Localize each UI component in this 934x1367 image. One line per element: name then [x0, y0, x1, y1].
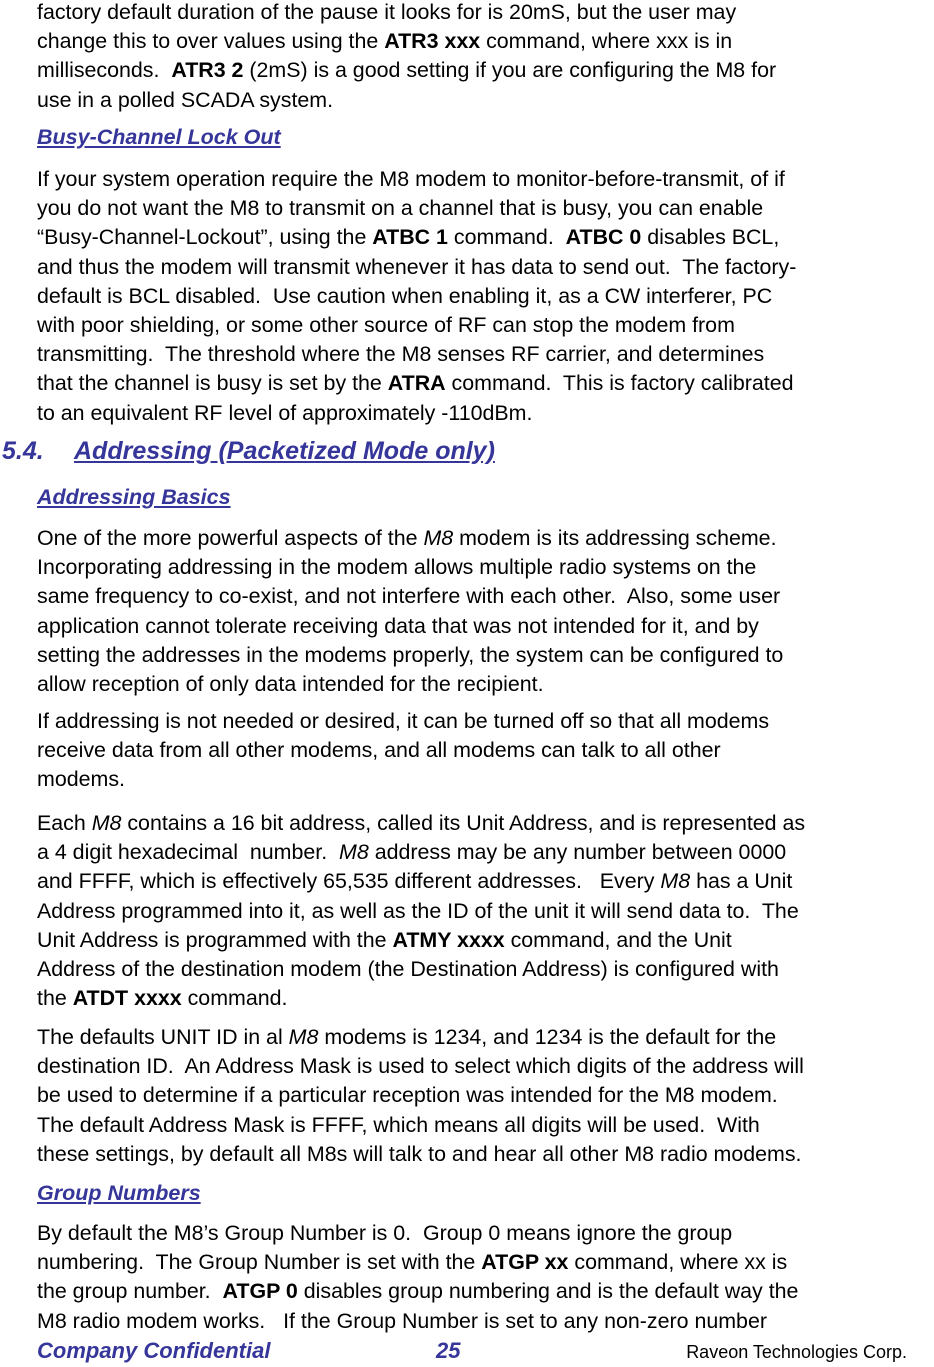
- command-atr3-2: ATR3 2: [171, 58, 244, 83]
- footer-page-number: 25: [436, 1338, 461, 1363]
- heading-busy-channel: Busy-Channel Lock Out: [37, 125, 281, 149]
- footer-confidential: Company Confidential: [37, 1338, 271, 1363]
- command-atra: ATRA: [387, 371, 446, 396]
- footer-company: Raveon Technologies Corp.: [686, 1342, 907, 1362]
- command-atbc1: ATBC 1: [372, 225, 448, 250]
- section-heading-addressing: [2, 437, 495, 466]
- command-atgp0: ATGP 0: [222, 1279, 298, 1304]
- paragraph-addressing-off: If addressing is not needed or desired, it can be turned off so that all modems receive data from all other modems, and all modems can talk to all other modems.: [37, 709, 770, 792]
- paragraph-defaults: The defaults UNIT ID in al M8 modems is 1234, and 1234 is the default for the destination ID. An Address Mask is used to select which digits of the address will be used to determine if a particular reception was intended for the M8 modem. The default Address Mask is FFFF, which means all digits will be used. With these settings, by default all M8s will talk to and hear all other M8 radio modems.: [37, 1025, 804, 1166]
- paragraph-addressing-scheme: One of the more powerful aspects of the M8 modem is its addressing scheme. Incorporating addressing in the modem allows multiple radio systems on the same frequency to co-exist, and not interfere with each other. Also, some user application cannot tolerate receiving data that was not intended for it, and by setting the addresses in the modems properly, the system can be configured to allow reception of only data intended for the recipient.: [37, 526, 784, 697]
- paragraph-busy-channel: If your system operation require the M8 modem to monitor-before-transmit, of if you do not want the M8 to transmit on a channel that is busy, you can enable “Busy-Channel-Lockout”, using the ATBC 1 command. ATBC 0 disables BCL, and thus the modem will transmit whenever it has data to send out. The factory- default is BCL disabled. Use caution when enabling it, as a CW interferer, PC with poor shielding, or some other source of RF can stop the modem from transmitting. The threshold where the M8 senses RF carrier, and determines that the channel is busy is set by the ATRA command. This is factory calibrated to an equivalent RF level of approximately -110dBm.: [37, 167, 797, 425]
- command-atr3: ATR3 xxx: [384, 29, 481, 54]
- paragraph-unit-address: Each M8 contains a 16 bit address, called its Unit Address, and is represented as a 4 digit hexadecimal number. M8 address may be any number between 0000 and FFFF, which is effectively 65,535 different addresses. Every M8 has a Unit Address programmed into it, as well as the ID of the unit it will send data to. The Unit Address is programmed with the ATMY xxxx command, and the Unit Address of the destination modem (the Destination Address) is configured with the ATDT xxxx command.: [37, 811, 806, 1011]
- command-atdt: ATDT xxxx: [72, 986, 182, 1011]
- heading-group-numbers: Group Numbers: [37, 1181, 201, 1205]
- command-atmy: ATMY xxxx: [392, 927, 505, 952]
- heading-addressing-basics: Addressing Basics: [37, 485, 231, 509]
- section-title: Addressing (Packetized Mode only): [74, 437, 495, 465]
- paragraph-group-numbers: By default the M8’s Group Number is 0. Group 0 means ignore the group numbering. The Group Number is set with the ATGP xx command, where xx is the group number. ATGP 0 disables group numbering and is the default way the M8 radio modem works. If the Group Number is set to any non-zero number: [37, 1221, 799, 1333]
- section-number: 5.4.: [2, 437, 44, 465]
- paragraph-pause-duration: factory default duration of the pause it looks for is 20mS, but the user may change this to over values using the ATR3 xxx command, where xxx is in milliseconds. ATR3 2 (2mS) is a good setting if you are configuring the M8 for use in a polled SCADA system.: [37, 0, 777, 112]
- command-atgp: ATGP xx: [481, 1250, 569, 1275]
- page-footer: [37, 1338, 907, 1366]
- command-atbc0: ATBC 0: [565, 225, 642, 250]
